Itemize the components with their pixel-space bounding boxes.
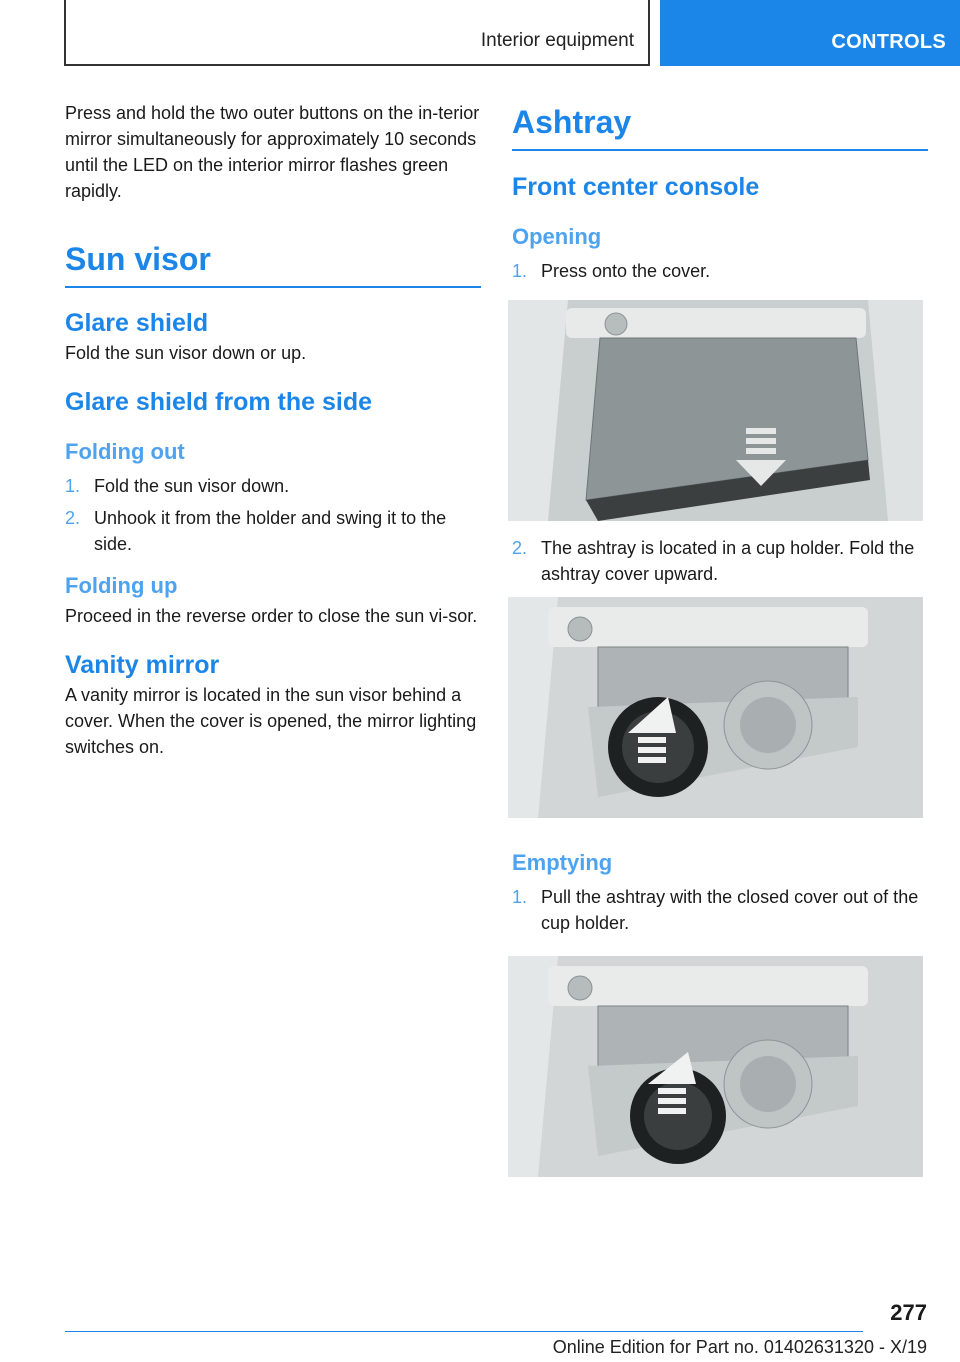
sun-visor-heading: Sun visor xyxy=(65,241,481,288)
folding-up-heading: Folding up xyxy=(65,573,178,598)
ashtray-emptying-image xyxy=(508,956,923,1177)
folding-up-text: Proceed in the reverse order to close the sun vi-sor. xyxy=(65,606,478,626)
header-section-title: Interior equipment xyxy=(480,30,634,51)
glare-shield-side-heading: Glare shield from the side xyxy=(65,388,373,416)
list-item: 1. Fold the sun visor down. xyxy=(65,476,290,496)
ashtray-open-image xyxy=(508,597,923,818)
opening-heading: Opening xyxy=(512,224,602,249)
header-chapter-title: CONTROLS xyxy=(831,31,946,53)
right-column xyxy=(512,100,928,1177)
glare-shield-text: Fold the sun visor down or up. xyxy=(65,343,307,363)
emptying-heading: Emptying xyxy=(512,850,613,875)
header-chapter-tab xyxy=(660,0,960,66)
folding-out-steps xyxy=(65,473,481,557)
list-item: 1. Pull the ashtray with the closed cover out of the cup holder. xyxy=(512,887,919,933)
list-item: 1. Press onto the cover. xyxy=(512,261,711,281)
list-item: 2. Unhook it from the holder and swing it to the side. xyxy=(65,508,447,554)
ashtray-heading: Ashtray xyxy=(512,104,928,151)
intro-paragraph: Press and hold the two outer buttons on the in-terior mirror simultaneously for approximately 10 seconds until the LED on the interior mirror flashes green rapidly. xyxy=(65,103,480,201)
opening-steps-1 xyxy=(512,258,928,284)
vanity-mirror-heading: Vanity mirror xyxy=(65,651,220,679)
footer-edition: Online Edition for Part no. 01402631320 - X/19 xyxy=(552,1337,927,1357)
list-item: 2. The ashtray is located in a cup holder. Fold the ashtray cover upward. xyxy=(512,538,915,584)
vanity-mirror-text: A vanity mirror is located in the sun visor behind a cover. When the cover is opened, the mirror lighting switches on. xyxy=(65,685,477,757)
glare-shield-heading: Glare shield xyxy=(65,309,209,337)
left-column xyxy=(65,100,481,760)
folding-out-heading: Folding out xyxy=(65,439,185,464)
front-console-heading: Front center console xyxy=(512,173,760,201)
emptying-steps xyxy=(512,884,928,936)
console-cover-image xyxy=(508,300,923,521)
page-number: 277 xyxy=(890,1300,927,1325)
footer-divider xyxy=(65,1331,863,1332)
opening-steps-2 xyxy=(512,535,928,587)
header-section-tab xyxy=(64,0,650,66)
